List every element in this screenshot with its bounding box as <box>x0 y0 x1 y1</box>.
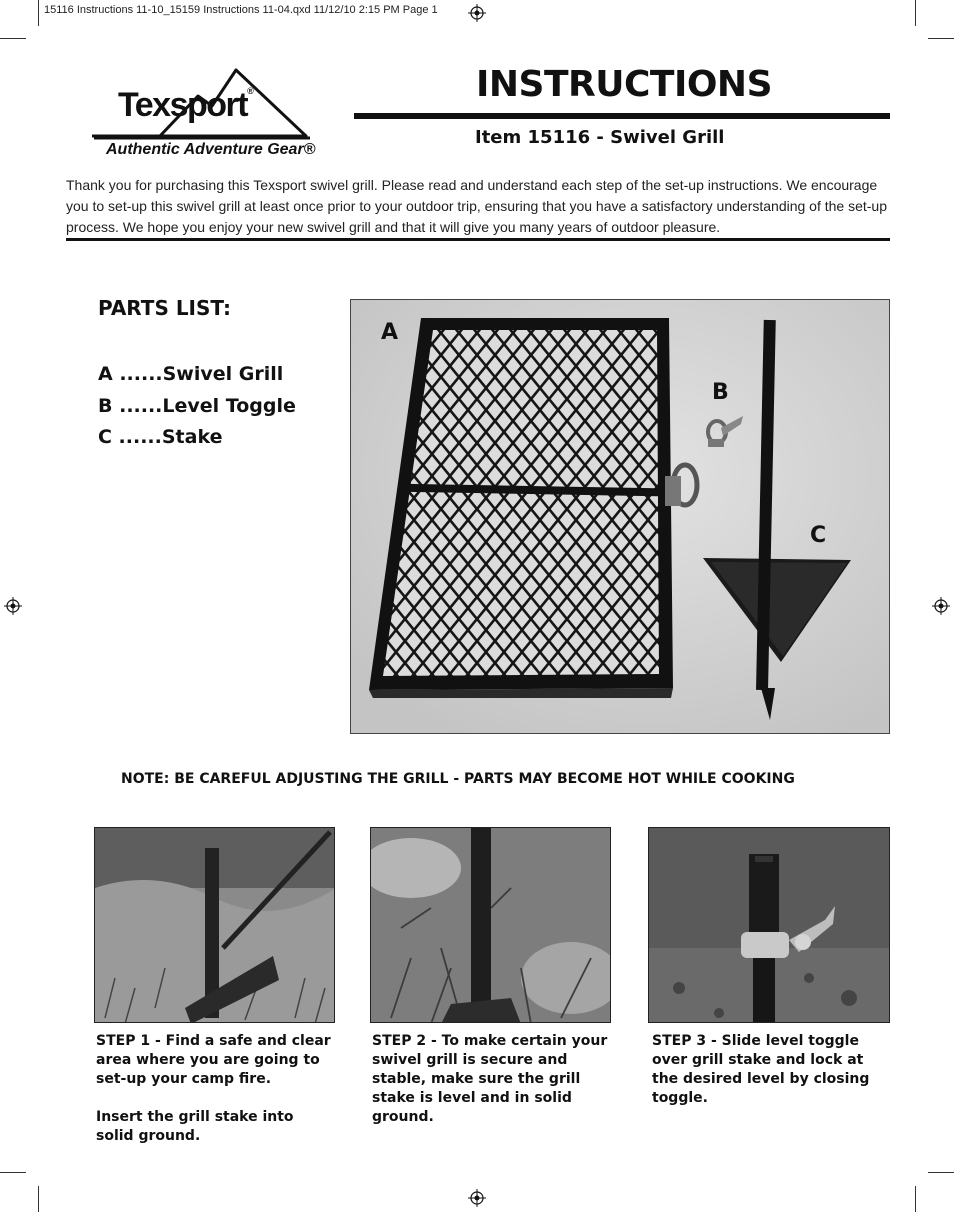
step-1-photo <box>94 827 335 1023</box>
item-subtitle: Item 15116 - Swivel Grill <box>475 127 725 148</box>
photo-label-c: C <box>810 523 827 548</box>
registration-mark-icon <box>4 597 22 615</box>
print-slug: 15116 Instructions 11-10_15159 Instructions 11-04.qxd 11/12/10 2:15 PM Page 1 <box>44 4 438 16</box>
step-3-text <box>652 1032 890 1127</box>
registration-mark-icon <box>468 4 486 22</box>
step-2-text <box>372 1032 610 1146</box>
part-item-c: C ......Stake <box>98 426 223 448</box>
brand-tagline: Authentic Adventure Gear® <box>106 141 316 158</box>
page-title: INSTRUCTIONS <box>476 64 772 105</box>
safety-note: NOTE: BE CAREFUL ADJUSTING THE GRILL - PARTS MAY BECOME HOT WHILE COOKING <box>121 771 795 787</box>
parts-photo <box>350 299 890 734</box>
photo-label-b: B <box>712 380 729 405</box>
step-2-paragraph-1: STEP 2 - To make certain your swivel grill is secure and stable, make sure the grill stake is level and in solid ground. <box>372 1033 608 1125</box>
photo-label-a: A <box>381 320 399 345</box>
registration-mark-icon <box>468 1189 486 1207</box>
step-3-paragraph-1: STEP 3 - Slide level toggle over grill stake and lock at the desired level by closing toggle. <box>652 1033 870 1106</box>
parts-list-heading: PARTS LIST: <box>98 296 231 320</box>
intro-paragraph: Thank you for purchasing this Texsport swivel grill. Please read and understand each step of the set-up instructions. We encourage you to set-up this swivel grill at least once prior to your outdoor trip, ensuring that you have a satisfactory understanding of the set-up process. We hope you enjoy your new swivel grill and that it will give you many years of outdoor pleasure. <box>66 177 888 235</box>
step-1-paragraph-2: Insert the grill stake into solid ground. <box>96 1109 294 1144</box>
step-2-photo <box>370 827 611 1023</box>
step-1-paragraph-1: STEP 1 - Find a safe and clear area where you are going to set-up your camp fire. <box>96 1033 331 1087</box>
registration-mark-icon <box>932 597 950 615</box>
step-3-photo <box>648 827 890 1023</box>
intro-divider <box>66 238 890 241</box>
part-item-a: A ......Swivel Grill <box>98 363 284 385</box>
title-divider <box>354 113 890 119</box>
part-item-b: B ......Level Toggle <box>98 395 296 417</box>
step-1-text <box>96 1032 334 1165</box>
brand-logo-wordmark: Texsport® <box>118 86 254 124</box>
